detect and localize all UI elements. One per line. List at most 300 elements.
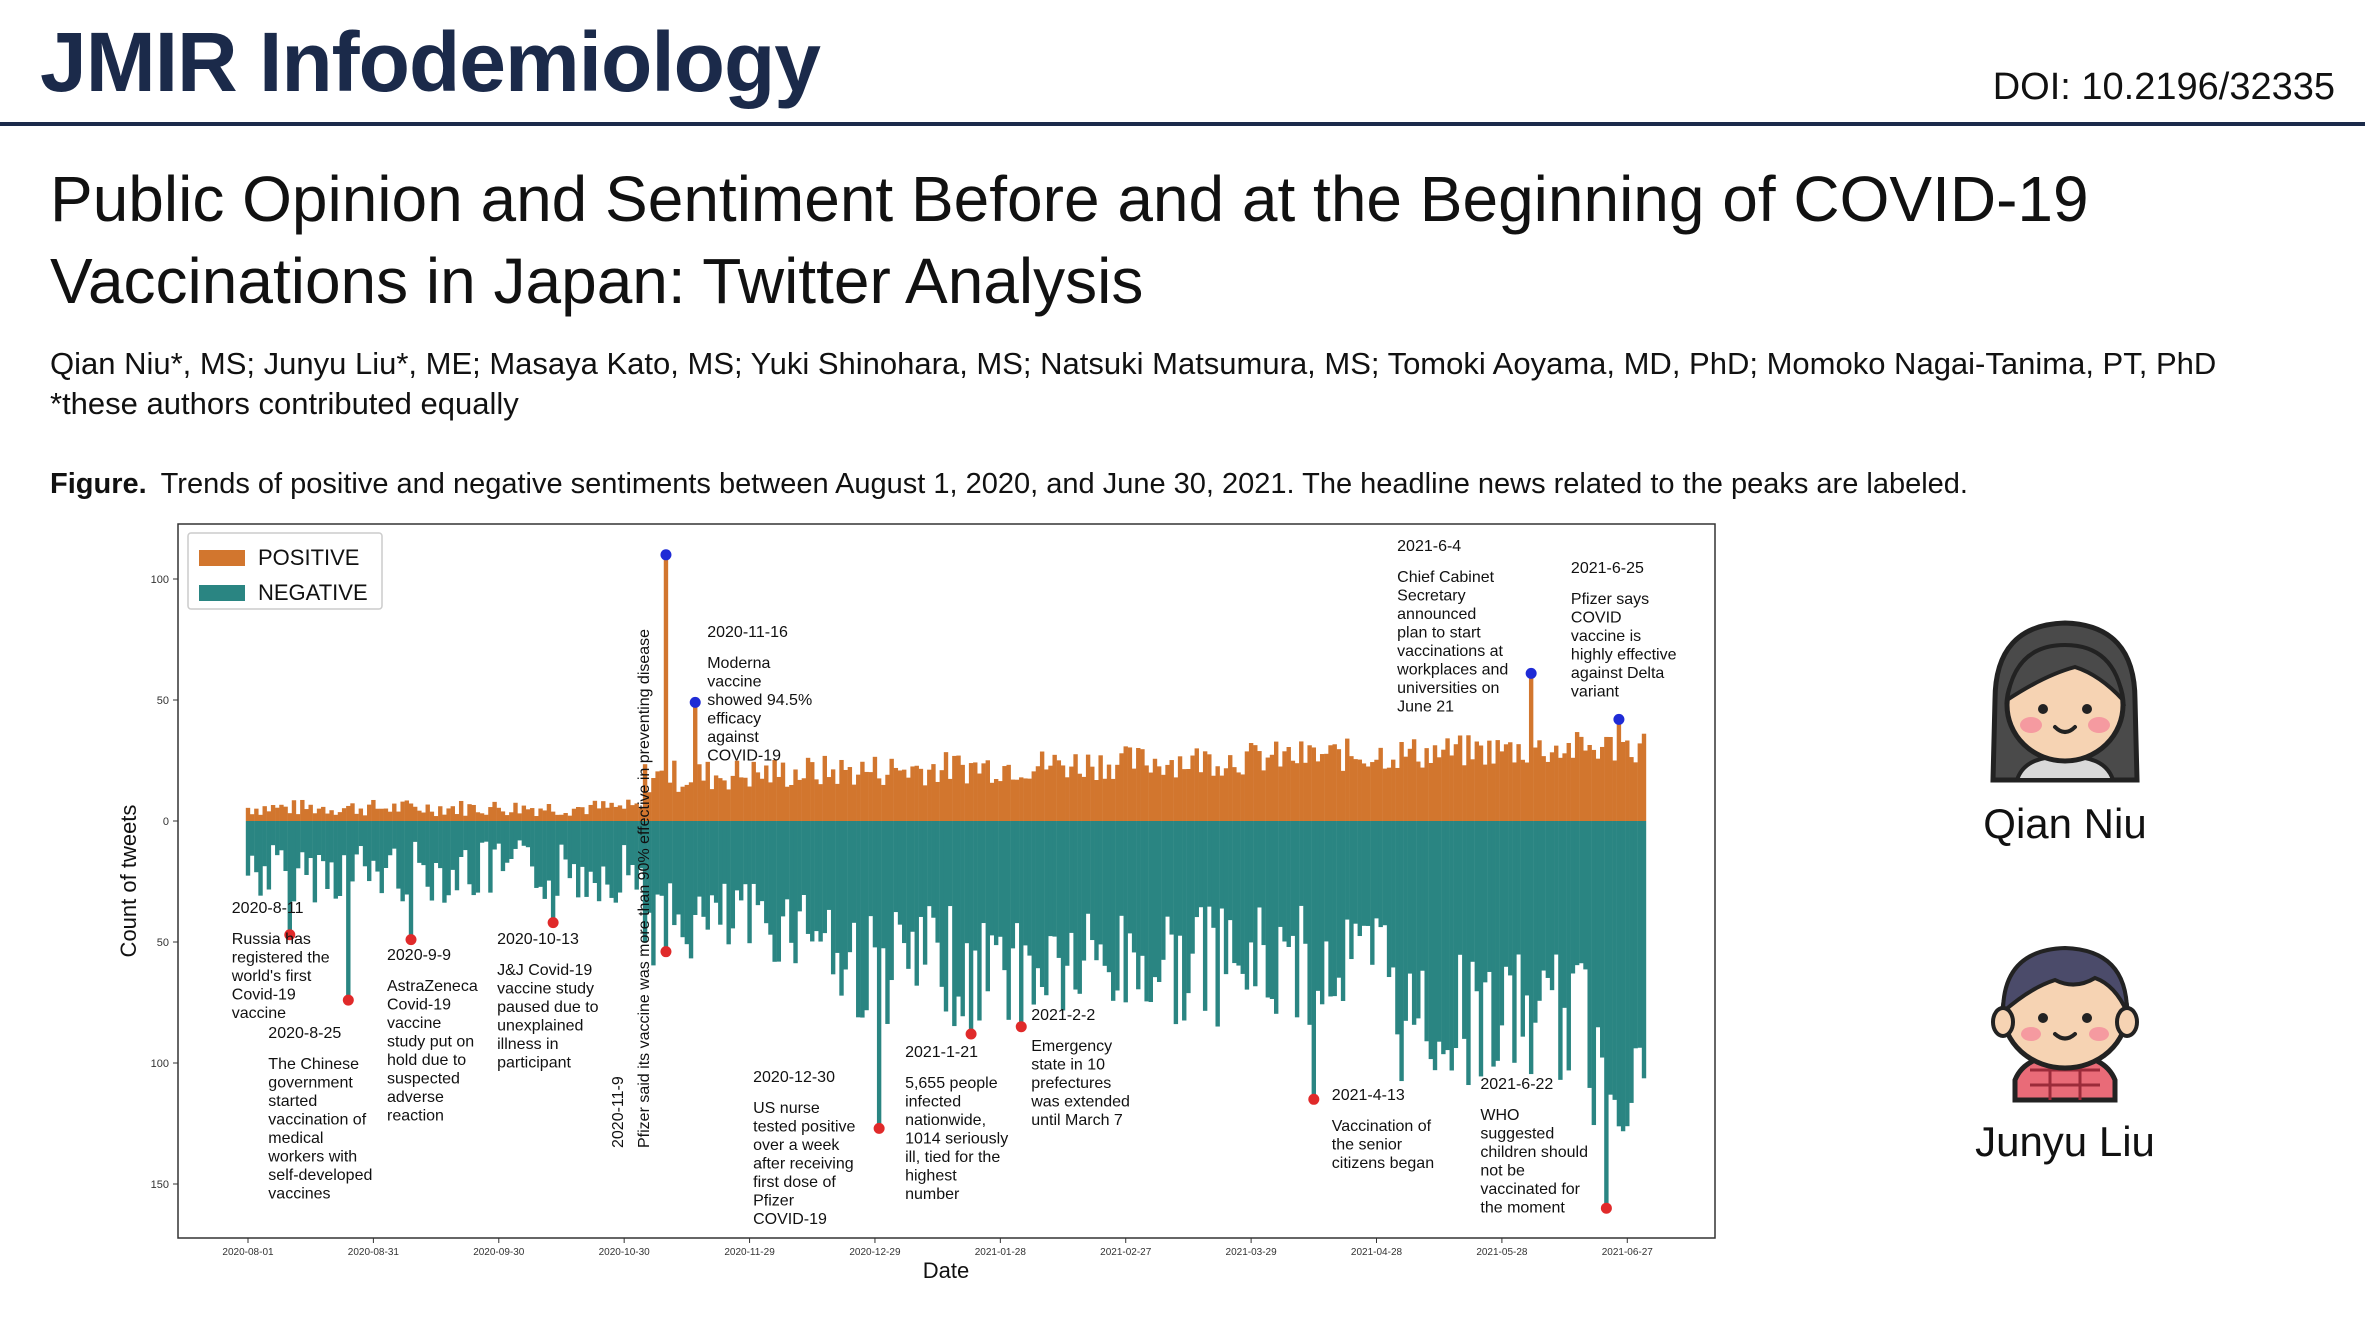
positive-bar <box>388 812 392 821</box>
negative-bar <box>1349 821 1353 959</box>
negative-bar <box>543 821 547 899</box>
negative-bar <box>630 821 634 865</box>
negative-bar <box>1512 821 1516 1063</box>
positive-bar <box>793 769 797 821</box>
legend-swatch <box>199 585 245 601</box>
negative-bar <box>626 821 630 875</box>
negative-bar <box>551 821 555 923</box>
negative-bar <box>1441 821 1445 1054</box>
negative-bar <box>1170 821 1174 935</box>
positive-bar <box>1583 751 1587 821</box>
negative-bar <box>1199 821 1203 907</box>
positive-bar <box>919 769 923 821</box>
negative-bar <box>1270 821 1274 999</box>
negative-peak-marker <box>660 946 671 957</box>
positive-bar <box>1575 732 1579 821</box>
positive-bar <box>981 763 985 821</box>
positive-bar <box>1558 758 1562 821</box>
positive-bar <box>789 785 793 821</box>
event-label-text: highly effective <box>1570 646 1677 664</box>
event-label-text: vaccine <box>707 673 762 691</box>
event-label-text: against <box>707 729 759 746</box>
negative-bar <box>693 821 697 915</box>
negative-bar <box>1424 821 1428 1041</box>
positive-bar <box>969 763 973 821</box>
positive-bar <box>777 777 781 821</box>
positive-bar <box>852 785 856 821</box>
negative-bar <box>948 821 952 906</box>
negative-bar <box>367 821 371 881</box>
positive-bar <box>380 809 384 821</box>
negative-bar <box>839 821 843 996</box>
positive-bar <box>680 787 684 821</box>
positive-bar <box>961 765 965 821</box>
positive-bar <box>739 777 743 821</box>
positive-bar <box>421 813 425 821</box>
negative-bar <box>701 821 705 917</box>
negative-bar <box>505 821 509 863</box>
event-label-date: 2020-11-9 <box>609 1076 627 1148</box>
negative-bar <box>517 821 521 840</box>
positive-bar <box>409 803 413 821</box>
negative-bar <box>1533 821 1537 1023</box>
positive-bar <box>1019 777 1023 821</box>
negative-bar <box>785 821 789 899</box>
negative-bar <box>1052 821 1056 937</box>
negative-bar <box>375 821 379 872</box>
positive-bar <box>898 770 902 821</box>
negative-bar <box>1073 821 1077 990</box>
negative-bar <box>1500 821 1504 1025</box>
positive-bar <box>1052 755 1056 821</box>
positive-bar <box>589 805 593 821</box>
positive-bar <box>1333 744 1337 821</box>
positive-peak-marker <box>1526 668 1537 679</box>
negative-bar <box>1065 821 1069 966</box>
negative-bar <box>384 821 388 868</box>
positive-bar <box>760 779 764 821</box>
positive-bar <box>1525 763 1529 821</box>
positive-bar <box>752 762 756 821</box>
y-axis-label: Count of tweets <box>116 804 141 958</box>
negative-bar <box>856 821 860 1017</box>
negative-bar <box>1032 821 1036 1005</box>
negative-bar <box>1111 821 1115 1001</box>
negative-bar <box>664 821 668 952</box>
negative-bar <box>1015 821 1019 923</box>
positive-bar <box>1073 754 1077 821</box>
negative-bar <box>1220 821 1224 909</box>
negative-bar <box>413 821 417 842</box>
positive-bar <box>1600 747 1604 821</box>
positive-bar <box>785 787 789 821</box>
negative-bar <box>1328 821 1332 996</box>
negative-bar <box>622 821 626 845</box>
negative-bar <box>772 821 776 962</box>
negative-bar <box>1592 821 1596 1125</box>
event-label-text: vaccine <box>231 1005 287 1022</box>
negative-bar <box>1011 821 1015 948</box>
positive-bar <box>505 815 509 821</box>
event-label-date: 2021-1-21 <box>905 1044 979 1061</box>
positive-bar <box>685 785 689 821</box>
event-label-text: COVID-19 <box>707 747 782 765</box>
positive-bar <box>317 809 321 821</box>
positive-bar <box>530 808 534 821</box>
event-label-text: reaction <box>387 1107 444 1125</box>
negative-bar <box>802 821 806 895</box>
negative-bar <box>1537 821 1541 1001</box>
positive-bar <box>288 813 292 821</box>
positive-bar <box>1604 737 1608 821</box>
positive-bar <box>480 813 484 821</box>
positive-bar <box>614 807 618 821</box>
positive-bar <box>1078 774 1082 821</box>
event-label-text: illness in <box>497 1036 559 1053</box>
event-label-date: 2021-6-25 <box>1570 560 1644 577</box>
positive-bar <box>426 805 430 821</box>
positive-bar <box>396 812 400 821</box>
person-name-qian-niu: Qian Niu <box>1983 800 2147 847</box>
positive-bar <box>346 806 350 821</box>
x-tick-label: 2021-05-28 <box>1476 1247 1528 1258</box>
negative-bar <box>605 821 609 885</box>
positive-bar <box>1032 771 1036 821</box>
positive-bar <box>1529 673 1533 821</box>
event-label-text: vaccination of <box>268 1111 367 1129</box>
positive-bar <box>722 780 726 821</box>
positive-bar <box>1048 766 1052 821</box>
positive-bar <box>1299 741 1303 821</box>
positive-bar <box>455 814 459 821</box>
positive-bar <box>392 804 396 821</box>
positive-bar <box>1190 756 1194 821</box>
negative-bar <box>263 821 267 866</box>
negative-bar <box>1257 821 1261 907</box>
x-tick-label: 2021-03-29 <box>1225 1247 1277 1258</box>
negative-bar <box>396 821 400 889</box>
negative-peak-marker <box>1308 1094 1319 1105</box>
positive-bar <box>551 812 555 821</box>
negative-bar <box>1383 821 1387 925</box>
positive-bar <box>1149 773 1153 821</box>
positive-bar <box>584 814 588 821</box>
positive-bar <box>580 807 584 821</box>
negative-bar <box>526 821 530 847</box>
negative-bar <box>559 821 563 845</box>
positive-bar <box>367 805 371 821</box>
event-label-text: COVID <box>1570 609 1622 627</box>
negative-bar <box>522 821 526 846</box>
negative-bar <box>488 821 492 893</box>
positive-bar <box>873 757 877 821</box>
event-label-text: Vaccination of <box>1331 1118 1432 1135</box>
positive-bar <box>839 760 843 821</box>
positive-bar <box>1387 768 1391 821</box>
negative-bar <box>823 821 827 933</box>
negative-bar <box>973 821 977 951</box>
positive-bar <box>1007 765 1011 821</box>
negative-bar <box>1157 821 1161 982</box>
positive-bar <box>492 802 496 821</box>
positive-bar <box>735 761 739 821</box>
negative-bar <box>1395 821 1399 1034</box>
positive-bar <box>338 812 342 821</box>
negative-bar <box>329 821 333 862</box>
positive-bar <box>1132 769 1136 821</box>
negative-bar <box>756 821 760 905</box>
negative-bar <box>697 821 701 897</box>
positive-bar <box>605 808 609 821</box>
positive-bar <box>413 807 417 821</box>
negative-bar <box>1399 821 1403 1081</box>
positive-bar <box>881 785 885 821</box>
negative-bar <box>1174 821 1178 1024</box>
positive-bar <box>768 782 772 821</box>
negative-bar <box>1241 821 1245 974</box>
positive-bar <box>472 805 476 821</box>
negative-bar <box>864 821 868 1010</box>
positive-bar <box>1153 759 1157 821</box>
positive-bar <box>405 800 409 821</box>
negative-bar <box>1165 821 1169 917</box>
positive-bar <box>446 808 450 821</box>
negative-bar <box>1182 821 1186 1020</box>
negative-bar <box>1090 821 1094 940</box>
negative-bar <box>798 821 802 911</box>
negative-bar <box>777 821 781 962</box>
negative-bar <box>1232 821 1236 963</box>
positive-bar <box>1533 748 1537 821</box>
negative-bar <box>476 821 480 893</box>
positive-bar <box>547 804 551 821</box>
negative-bar <box>1621 821 1625 1131</box>
positive-bar <box>1086 755 1090 821</box>
negative-bar <box>1366 821 1370 926</box>
negative-bar <box>1245 821 1249 990</box>
negative-bar <box>1103 821 1107 966</box>
negative-bar <box>1299 821 1303 906</box>
positive-bar <box>1040 752 1044 821</box>
positive-bar <box>1546 762 1550 821</box>
negative-bar <box>1479 821 1483 1076</box>
positive-bar <box>384 809 388 821</box>
positive-bar <box>1170 760 1174 821</box>
positive-bar <box>267 811 271 821</box>
positive-bar <box>923 785 927 821</box>
event-label-text: was extended <box>1031 1093 1130 1111</box>
positive-bar <box>1475 742 1479 821</box>
positive-bar <box>831 769 835 821</box>
positive-bar <box>1236 772 1240 821</box>
positive-bar <box>509 812 513 821</box>
positive-bar <box>572 809 576 821</box>
positive-bar <box>576 807 580 821</box>
legend-swatch <box>199 550 245 566</box>
negative-bar <box>1412 821 1416 1025</box>
event-label-date: 2020-12-30 <box>753 1069 835 1086</box>
negative-bar <box>1462 821 1466 1039</box>
negative-bar <box>321 821 325 861</box>
event-label-text: Pfizer said its vaccine was more than 90% effective in preventing disease <box>635 628 653 1148</box>
positive-bar <box>1487 741 1491 821</box>
x-tick-label: 2021-01-28 <box>974 1247 1026 1258</box>
negative-peak-marker <box>874 1123 885 1134</box>
x-tick-label: 2020-11-29 <box>724 1247 775 1258</box>
event-label-text: started <box>268 1093 318 1110</box>
legend-label: POSITIVE <box>258 545 360 570</box>
negative-bar <box>706 821 710 930</box>
negative-bar <box>359 821 363 846</box>
event-label-text: variant <box>1570 683 1619 701</box>
event-label-text: Covid-19 <box>387 996 452 1014</box>
positive-bar <box>1504 744 1508 821</box>
positive-bar <box>1174 777 1178 821</box>
positive-bar <box>1090 767 1094 821</box>
negative-bar <box>534 821 538 888</box>
negative-bar <box>672 821 676 925</box>
positive-bar <box>1295 763 1299 821</box>
negative-bar <box>685 821 689 944</box>
negative-bar <box>1312 821 1316 1099</box>
negative-bar <box>254 821 258 872</box>
event-label-text: government <box>268 1074 353 1092</box>
negative-bar <box>1057 821 1061 958</box>
negative-bar <box>300 821 304 852</box>
negative-bar <box>793 821 797 963</box>
negative-bar <box>338 821 342 896</box>
avatar-qian-niu <box>1965 605 2165 795</box>
x-tick-label: 2020-08-31 <box>347 1247 399 1258</box>
negative-bar <box>580 821 584 867</box>
negative-bar <box>371 821 375 861</box>
negative-bar <box>1215 821 1219 1027</box>
event-label-text: hold due to <box>387 1052 467 1069</box>
negative-bar <box>501 821 505 871</box>
negative-bar <box>710 821 714 895</box>
positive-bar <box>1002 766 1006 821</box>
event-label-text: universities on <box>1397 680 1500 697</box>
negative-bar <box>388 821 392 855</box>
positive-bar <box>1098 755 1102 821</box>
negative-bar <box>898 821 902 925</box>
positive-bar <box>1399 742 1403 821</box>
negative-bar <box>614 821 618 903</box>
positive-bar <box>810 762 814 821</box>
negative-bar <box>852 821 856 923</box>
negative-peak-marker <box>966 1028 977 1039</box>
negative-bar <box>940 821 944 987</box>
negative-bar <box>1287 821 1291 947</box>
positive-bar <box>906 778 910 821</box>
negative-bar <box>1516 821 1520 954</box>
positive-bar <box>1450 755 1454 821</box>
positive-bar <box>860 762 864 821</box>
negative-bar <box>1040 821 1044 987</box>
negative-bar <box>735 821 739 890</box>
negative-bar <box>568 821 572 878</box>
negative-bar <box>998 821 1002 937</box>
negative-bar <box>1007 821 1011 1020</box>
negative-bar <box>1604 821 1608 1208</box>
event-label-text: J&J Covid-19 <box>497 962 593 979</box>
negative-bar <box>1529 821 1533 1074</box>
negative-bar <box>1587 821 1591 1088</box>
positive-bar <box>1470 759 1474 821</box>
positive-bar <box>1454 744 1458 821</box>
positive-bar <box>1462 765 1466 821</box>
positive-bar <box>1629 757 1633 821</box>
positive-bar <box>1617 719 1621 821</box>
negative-bar <box>1404 821 1408 1021</box>
positive-bar <box>986 760 990 821</box>
x-tick-label: 2021-04-28 <box>1350 1247 1403 1258</box>
negative-bar <box>1228 821 1232 920</box>
negative-bar <box>1186 821 1190 993</box>
positive-bar <box>622 809 626 821</box>
positive-bar <box>1107 765 1111 821</box>
event-label-text: Moderna <box>707 655 771 672</box>
negative-bar <box>1144 821 1148 1001</box>
negative-bar <box>1433 821 1437 1070</box>
positive-bar <box>555 815 559 821</box>
positive-bar <box>1178 756 1182 821</box>
negative-bar <box>969 821 973 1034</box>
positive-bar <box>1429 763 1433 821</box>
positive-bar <box>463 816 467 821</box>
negative-bar <box>434 821 438 863</box>
event-label-text: infected <box>905 1093 962 1111</box>
positive-bar <box>563 813 567 821</box>
positive-bar <box>1015 780 1019 821</box>
positive-bar <box>1596 759 1600 821</box>
positive-bar <box>693 702 697 821</box>
positive-bar <box>1441 750 1445 821</box>
y-tick-label: 0 <box>162 816 169 828</box>
negative-bar <box>1303 821 1307 944</box>
positive-bar <box>935 782 939 821</box>
positive-bar <box>534 816 538 821</box>
positive-bar <box>1161 775 1165 821</box>
event-label-text: US nurse <box>753 1100 820 1117</box>
negative-bar <box>814 821 818 931</box>
negative-bar <box>952 821 956 1026</box>
positive-bar <box>1404 757 1408 821</box>
negative-bar <box>743 821 747 884</box>
negative-bar <box>288 821 292 935</box>
positive-bar <box>1119 753 1123 821</box>
negative-bar <box>563 821 567 859</box>
positive-bar <box>1207 754 1211 821</box>
negative-bar <box>292 821 296 901</box>
negative-bar <box>246 821 250 876</box>
positive-bar <box>655 771 659 821</box>
negative-bar <box>1613 821 1617 1100</box>
negative-bar <box>1333 821 1337 996</box>
positive-bar <box>371 800 375 821</box>
negative-bar <box>1633 821 1637 1048</box>
event-label-text: adverse <box>387 1089 444 1106</box>
negative-bar <box>977 821 981 1021</box>
event-label-text: number <box>905 1186 960 1203</box>
negative-bar <box>1274 821 1278 1014</box>
positive-bar <box>1124 746 1128 821</box>
positive-bar <box>400 802 404 821</box>
negative-bar <box>1107 821 1111 972</box>
negative-bar <box>1236 821 1240 966</box>
negative-bar <box>1282 821 1286 941</box>
positive-bar <box>309 805 313 821</box>
